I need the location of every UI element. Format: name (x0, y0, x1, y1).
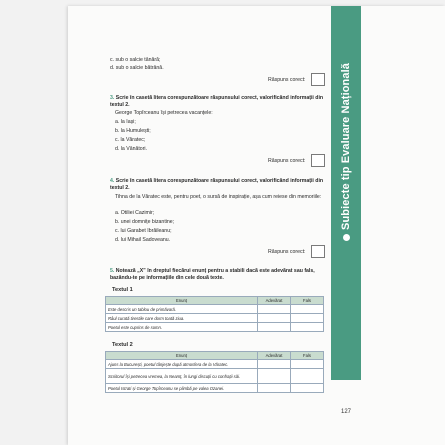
question-stem: Tihna de la Văratec este, pentru poet, o sursă de inspirație, așa cum reiese din memoriile: (115, 194, 322, 200)
true-cell[interactable] (258, 305, 291, 314)
table-row (106, 384, 324, 393)
answer-box[interactable] (311, 154, 325, 167)
answer-box[interactable] (311, 73, 325, 86)
section-title-text: Subiecte tip Evaluare Națională (340, 63, 352, 230)
statement-cell: Râul curată tirestile care dorm toată ziua. (106, 314, 258, 323)
false-cell[interactable] (291, 314, 324, 323)
option: d. sub o salcie bătrână. (110, 65, 164, 71)
question-3-instruction (110, 95, 324, 109)
question-number: 5. (110, 268, 115, 274)
option: a. Otiliei Cazimir; (115, 210, 155, 216)
table-header-row (106, 352, 324, 360)
table-row (106, 314, 324, 323)
table-1-label: Textul 1 (112, 287, 133, 293)
column-header: Adevărat (258, 297, 291, 305)
table-1 (105, 296, 324, 332)
response-label: Răspuns corect: (268, 77, 306, 83)
false-cell[interactable] (291, 360, 324, 369)
response-label: Răspuns corect: (268, 249, 306, 255)
false-cell[interactable] (291, 305, 324, 314)
table-row (106, 360, 324, 369)
table-2 (105, 351, 324, 393)
true-cell[interactable] (258, 323, 291, 332)
column-header: Adevărat (258, 352, 291, 360)
question-number: 3. (110, 95, 115, 101)
statement-cell: Poetul este cuprins de somn. (106, 323, 258, 332)
false-cell[interactable] (291, 384, 324, 393)
statement-cell: Poetul Istrati și George Topîrceanu se plimbă pe valea Ozanei. (106, 384, 258, 393)
instruction-text: Notează „X” în dreptul fiecărui enunț pentru a stabili dacă este adevărat sau fals, bazându-te pe informațiile din cele două texte. (110, 268, 315, 281)
option: d. la Vânători. (115, 146, 148, 152)
question-number: 4. (110, 178, 115, 184)
true-cell[interactable] (258, 314, 291, 323)
statement-cell: Ajuns la București, poetul tânjește după atmosfera de la Văratec. (106, 360, 258, 369)
option: c. lui Garabet Ibrăileanu; (115, 228, 172, 234)
option: b. la Humulești; (115, 128, 151, 134)
option: b. unei domnițe bizantine; (115, 219, 175, 225)
answer-box[interactable] (311, 245, 325, 258)
table-2-label: Textul 2 (112, 342, 133, 348)
column-header: Fals (291, 352, 324, 360)
true-cell[interactable] (258, 369, 291, 384)
question-4-instruction (110, 178, 324, 192)
statement-cell: Scriitorul își petrecea vremea, la Neamț, în lungi discuții cu confrații săi. (106, 369, 258, 384)
instruction-text: Scrie în casetă litera corespunzătoare răspunsului corect, valorificând informații din textul 2. (110, 95, 324, 108)
column-header: Fals (291, 297, 324, 305)
bullet-icon (343, 234, 350, 241)
table-row (106, 323, 324, 332)
statement-cell: Este descris un tablou de primăvară. (106, 305, 258, 314)
column-header: Enunț (106, 352, 258, 360)
option: c. la Văratec; (115, 137, 146, 143)
option: d. lui Mihail Sadoveanu. (115, 237, 171, 243)
response-label: Răspuns corect: (268, 158, 306, 164)
question-5-instruction (110, 268, 324, 282)
page-number: 127 (341, 409, 352, 415)
false-cell[interactable] (291, 369, 324, 384)
table-row (106, 369, 324, 384)
table-row (106, 305, 324, 314)
column-header: Enunț (106, 297, 258, 305)
option: a. la Iași; (115, 119, 136, 125)
section-title (340, 63, 352, 241)
true-cell[interactable] (258, 384, 291, 393)
option: c. sub o salcie tânără; (110, 57, 161, 63)
instruction-text: Scrie în casetă litera corespunzătoare răspunsului corect, valorificând informații din textul 2. (110, 178, 324, 191)
table-header-row (106, 297, 324, 305)
true-cell[interactable] (258, 360, 291, 369)
question-stem: George Topîrceanu își petrecea vacanțele: (115, 110, 213, 116)
false-cell[interactable] (291, 323, 324, 332)
